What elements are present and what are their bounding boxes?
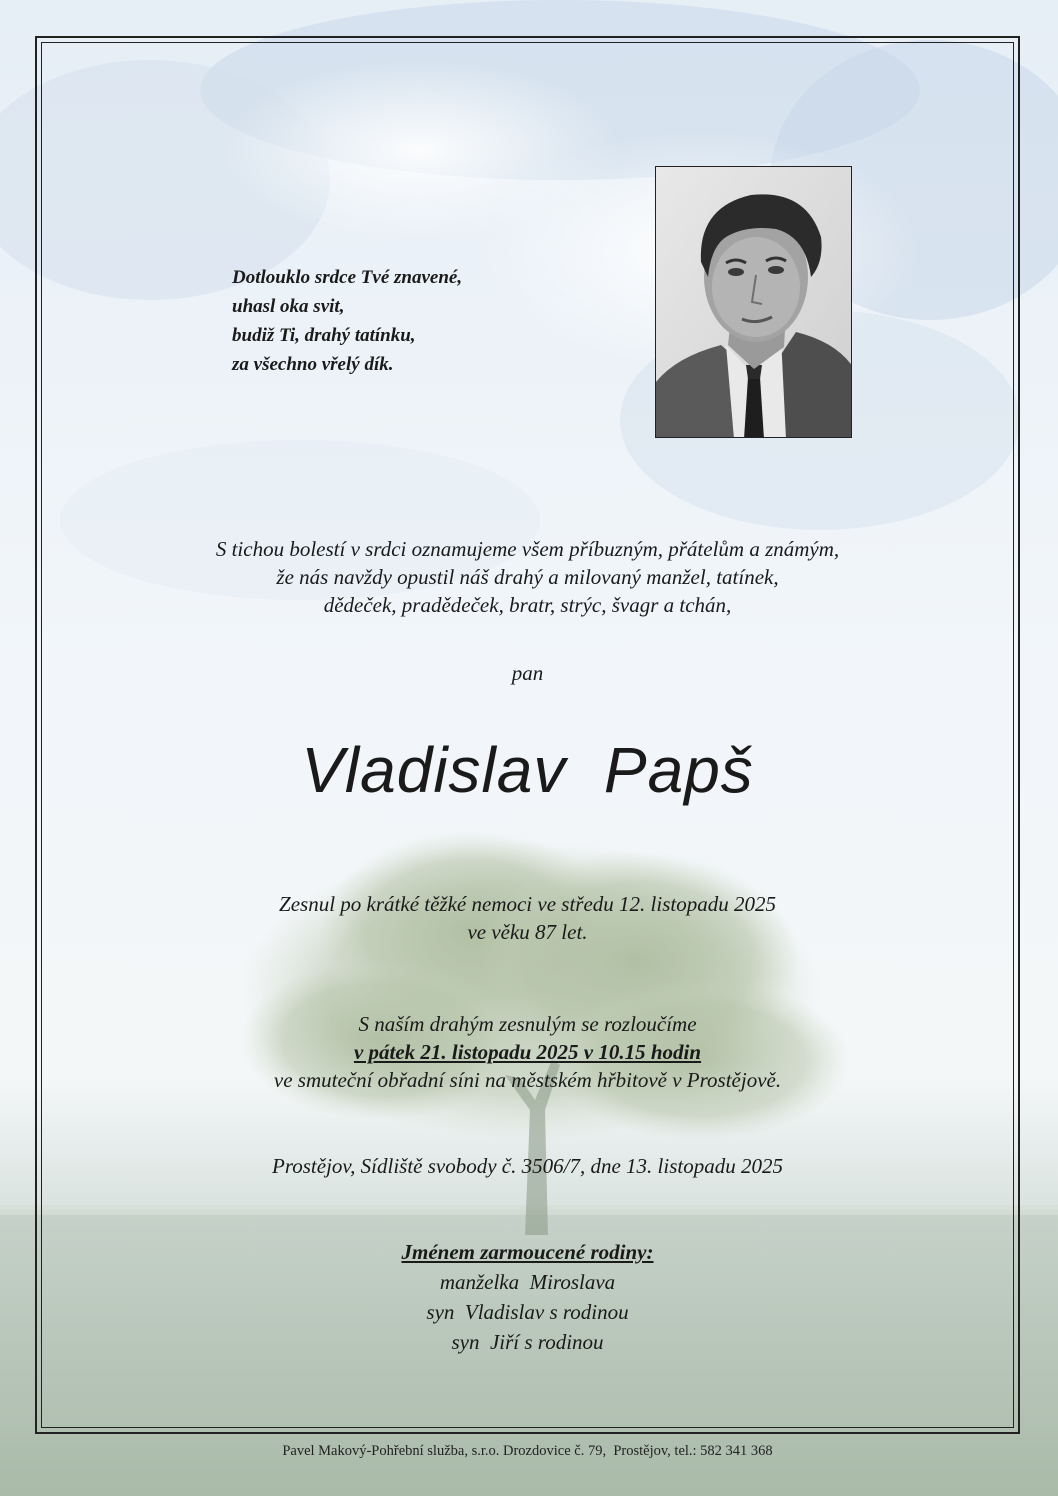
- announcement-text: [41, 535, 1014, 619]
- ceremony-venue: ve smuteční obřadní síni na městském hřbitově v Prostějově.: [273, 1068, 782, 1092]
- poem-line: uhasl oka svit,: [232, 296, 345, 317]
- family-heading: Jménem zarmoucené rodiny:: [401, 1240, 654, 1264]
- ceremony-details: [41, 1010, 1014, 1094]
- honorific: pan: [511, 661, 544, 685]
- deceased-name: Vladislav Papš: [301, 734, 754, 806]
- death-details: [41, 890, 1014, 946]
- announcement-line: S tichou bolestí v srdci oznamujeme všem příbuzným, přátelům a známým,: [215, 537, 840, 561]
- family-member: syn Jiří s rodinou: [451, 1330, 604, 1354]
- death-line: Zesnul po krátké těžké nemoci ve středu 12. listopadu 2025: [279, 892, 776, 916]
- portrait-photo: [655, 166, 852, 438]
- ceremony-date: v pátek 21. listopadu 2025 v 10.15 hodin: [353, 1040, 702, 1064]
- family-member: manželka Miroslava: [439, 1270, 616, 1294]
- poem-line: za všechno vřelý dík.: [232, 354, 394, 375]
- ceremony-intro: S naším drahým zesnulým se rozloučíme: [358, 1012, 697, 1036]
- poem-line: Dotlouklo srdce Tvé znavené,: [232, 267, 463, 288]
- place-and-date: Prostějov, Sídliště svobody č. 3506/7, dne 13. listopadu 2025: [272, 1154, 783, 1178]
- funeral-service-footer: Pavel Makový-Pohřební služba, s.r.o. Drozdovice č. 79, Prostějov, tel.: 582 341 368: [282, 1443, 773, 1459]
- family-signature: [41, 1237, 1014, 1357]
- age-line: ve věku 87 let.: [467, 920, 588, 944]
- family-member: syn Vladislav s rodinou: [426, 1300, 629, 1324]
- memorial-poem: [232, 263, 592, 379]
- poem-line: budiž Ti, drahý tatínku,: [232, 325, 416, 346]
- announcement-line: dědeček, pradědeček, bratr, strýc, švagr a tchán,: [323, 593, 732, 617]
- announcement-line: že nás navždy opustil náš drahý a milovaný manžel, tatínek,: [276, 565, 779, 589]
